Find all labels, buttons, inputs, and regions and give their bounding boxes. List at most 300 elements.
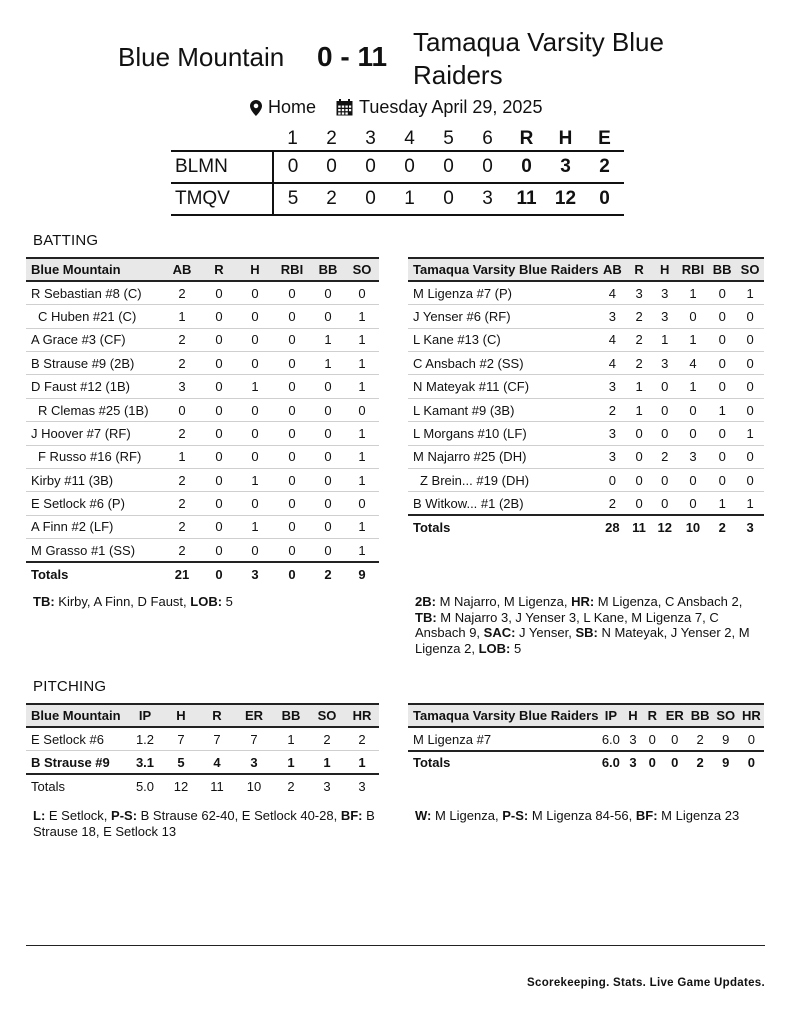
total-cell: 2 (273, 774, 309, 797)
table-header-row (408, 704, 764, 727)
stat-cell: 0 (237, 422, 273, 445)
stat-cell: 2 (163, 515, 201, 538)
team-column-header: Blue Mountain (26, 704, 127, 727)
stat-cell: 2 (163, 469, 201, 492)
stat-cell: 1 (237, 515, 273, 538)
inning-header: 2 (326, 128, 337, 149)
stat-column-header: RBI (678, 258, 709, 281)
stat-cell: 0 (311, 375, 345, 398)
stat-cell: 0 (201, 445, 237, 468)
stat-cell: 0 (678, 422, 709, 445)
table-header-row (408, 258, 764, 281)
linescore-header-row (171, 128, 624, 151)
stat-cell: 1 (345, 515, 379, 538)
stat-cell: 0 (273, 539, 311, 562)
stat-column-header: H (163, 704, 199, 727)
hits-total: 3 (546, 151, 585, 183)
stat-column-header: IP (598, 704, 623, 727)
table-row (408, 375, 764, 398)
table-row (26, 539, 379, 562)
away-team-name: Blue Mountain (118, 42, 285, 72)
note-text: 5 (510, 640, 522, 656)
stat-cell: 0 (201, 398, 237, 421)
note-label: P-S: (111, 808, 138, 823)
stat-column-header: BB (688, 704, 713, 727)
game-header (0, 0, 791, 90)
stat-cell: 0 (237, 445, 273, 468)
note-text: 5 (222, 594, 233, 609)
stat-cell: 0 (311, 281, 345, 304)
stat-cell: 0 (708, 445, 736, 468)
home-team-name: Tamaqua Varsity Blue Raiders (413, 27, 664, 90)
stat-column-header: BB (708, 258, 736, 281)
stat-cell: 1 (345, 445, 379, 468)
stat-cell: 1 (163, 445, 201, 468)
total-cell: 11 (199, 774, 235, 797)
team-column-header: Tamaqua Varsity Blue Raiders (408, 258, 598, 281)
stat-cell: 0 (739, 727, 764, 750)
stat-cell: 0 (345, 398, 379, 421)
player-name: M Ligenza #7 (P) (408, 281, 598, 304)
stat-column-header: R (199, 704, 235, 727)
stat-cell: 0 (678, 398, 709, 421)
stat-cell: 0 (273, 422, 311, 445)
stat-cell: 1 (708, 492, 736, 515)
total-cell: 0 (739, 751, 764, 774)
stat-cell: 0 (273, 281, 311, 304)
total-cell: 0 (201, 562, 237, 585)
stat-cell: 2 (598, 398, 626, 421)
inning-score: 0 (351, 151, 390, 183)
stat-cell: 0 (273, 375, 311, 398)
note-label: P-S: (502, 808, 529, 823)
game-meta (0, 97, 791, 121)
stat-cell: 0 (345, 492, 379, 515)
stat-cell: 0 (237, 352, 273, 375)
player-name: E Setlock #6 (26, 727, 127, 750)
linescore-row-home (171, 183, 624, 215)
stat-cell: 0 (311, 539, 345, 562)
inning-header: 5 (443, 128, 454, 149)
stat-cell: 1 (626, 398, 651, 421)
stat-column-header: SO (736, 258, 764, 281)
totals-row (26, 562, 379, 585)
total-cell: 3 (309, 774, 345, 797)
stat-cell: 0 (311, 445, 345, 468)
stat-column-header: SO (713, 704, 739, 727)
stat-cell: 1 (736, 281, 764, 304)
stat-cell: 0 (708, 375, 736, 398)
player-name: B Witkow... #1 (2B) (408, 492, 598, 515)
stat-cell: 1 (345, 305, 379, 328)
stat-cell: 3 (598, 422, 626, 445)
footer-divider (26, 945, 765, 946)
stat-cell: 0 (736, 445, 764, 468)
stat-cell: 2 (163, 422, 201, 445)
note-text: M Najarro, M Ligenza, (435, 594, 572, 609)
inning-score: 3 (468, 183, 507, 215)
total-cell: 9 (713, 751, 739, 774)
stat-cell: 3 (652, 281, 678, 304)
inning-score: 1 (390, 183, 429, 215)
table-row (26, 328, 379, 351)
stat-cell: 1 (345, 352, 379, 375)
note-label: BF: (635, 808, 658, 823)
stat-cell: 4 (678, 352, 709, 375)
player-name: M Grasso #1 (SS) (26, 539, 163, 562)
stat-cell: 0 (201, 375, 237, 398)
stat-cell: 0 (163, 398, 201, 421)
note-label: TB: (33, 594, 55, 609)
note-label: BF: (340, 808, 363, 823)
stat-cell: 3 (652, 305, 678, 328)
stat-cell: 1 (345, 328, 379, 351)
stat-cell: 2 (163, 492, 201, 515)
stat-cell: 1 (273, 751, 309, 774)
player-name: Z Brein... #19 (DH) (408, 469, 598, 492)
runs-total: 0 (507, 151, 546, 183)
stat-cell: 4 (598, 281, 626, 304)
stat-cell: 7 (163, 727, 199, 750)
inning-score: 0 (312, 151, 351, 183)
stat-column-header: ER (235, 704, 273, 727)
stat-cell: 0 (273, 398, 311, 421)
away-batting-table (26, 257, 379, 585)
stat-cell: 0 (273, 492, 311, 515)
stat-cell: 1 (311, 352, 345, 375)
stat-cell: 0 (662, 727, 688, 750)
errors-total: 0 (585, 183, 624, 215)
stat-cell: 0 (652, 375, 678, 398)
stat-cell: 0 (626, 422, 651, 445)
stat-cell: 1.2 (127, 727, 163, 750)
stat-cell: 0 (273, 515, 311, 538)
totals-row (26, 774, 379, 797)
table-row (408, 469, 764, 492)
stat-cell: 2 (163, 328, 201, 351)
stat-cell: 0 (626, 469, 651, 492)
inning-header: 3 (365, 128, 376, 149)
stat-cell: 3 (163, 375, 201, 398)
player-name: L Morgans #10 (LF) (408, 422, 598, 445)
player-name: B Strause #9 (26, 751, 127, 774)
stat-cell: 4 (598, 352, 626, 375)
stat-cell: 1 (345, 751, 379, 774)
stat-cell: 1 (237, 469, 273, 492)
note-text: M Najarro 3, J Yenser 3, L Kane, M Ligenza 7, C Ansbach 9, (415, 609, 719, 641)
stat-cell: 7 (199, 727, 235, 750)
stat-cell: 0 (201, 539, 237, 562)
total-cell: 5.0 (127, 774, 163, 797)
total-cell: 0 (273, 562, 311, 585)
total-cell: 11 (626, 515, 651, 538)
stat-cell: 3 (598, 375, 626, 398)
stat-cell: 1 (736, 422, 764, 445)
player-name: R Sebastian #8 (C) (26, 281, 163, 304)
table-row (408, 305, 764, 328)
stat-cell: 1 (345, 469, 379, 492)
totals-row (408, 515, 764, 538)
stat-cell: 0 (626, 492, 651, 515)
player-name: L Kamant #9 (3B) (408, 398, 598, 421)
stat-cell: 0 (736, 305, 764, 328)
stat-column-header: R (626, 258, 651, 281)
total-cell: 3 (237, 562, 273, 585)
table-row (408, 398, 764, 421)
stat-column-header: SO (309, 704, 345, 727)
stat-cell: 0 (237, 398, 273, 421)
note-text: J Yenser, (515, 625, 576, 641)
stat-cell: 0 (708, 469, 736, 492)
note-label: LOB: (478, 640, 511, 656)
stat-cell: 3 (235, 751, 273, 774)
player-name: A Finn #2 (LF) (26, 515, 163, 538)
stat-cell: 0 (201, 492, 237, 515)
inning-score: 0 (351, 183, 390, 215)
table-header-row (26, 704, 379, 727)
stat-cell: 0 (311, 305, 345, 328)
stat-cell: 0 (201, 328, 237, 351)
stat-cell: 0 (643, 727, 662, 750)
stat-cell: 1 (678, 281, 709, 304)
table-row (408, 328, 764, 351)
note-label: SAC: (483, 625, 516, 641)
location-label: Home (268, 97, 317, 117)
stat-cell: 1 (626, 375, 651, 398)
stat-cell: 2 (163, 539, 201, 562)
hits-total: 12 (546, 183, 585, 215)
stat-cell: 1 (237, 375, 273, 398)
stat-cell: 0 (736, 375, 764, 398)
total-cell: 2 (311, 562, 345, 585)
table-row (26, 445, 379, 468)
table-row (26, 352, 379, 375)
total-cell: 3 (736, 515, 764, 538)
note-text: B Strause 62-40, E Setlock 40-28, (137, 808, 341, 823)
stat-cell: 0 (237, 328, 273, 351)
stat-cell: 0 (652, 492, 678, 515)
table-row (408, 281, 764, 304)
stat-cell: 1 (311, 328, 345, 351)
runs-header: R (519, 128, 534, 149)
stat-cell: 2 (345, 727, 379, 750)
stat-column-header: AB (163, 258, 201, 281)
linescore-team: BLMN (171, 151, 273, 183)
totals-label: Totals (26, 562, 163, 585)
player-name: D Faust #12 (1B) (26, 375, 163, 398)
table-row (26, 305, 379, 328)
team-column-header: Tamaqua Varsity Blue Raiders (408, 704, 598, 727)
stat-cell: 1 (678, 375, 709, 398)
stat-column-header: R (643, 704, 662, 727)
stat-cell: 3.1 (127, 751, 163, 774)
total-cell: 9 (345, 562, 379, 585)
stat-cell: 0 (708, 328, 736, 351)
stat-cell: 9 (713, 727, 739, 750)
stat-cell: 2 (163, 281, 201, 304)
team-column-header: Blue Mountain (26, 258, 163, 281)
stat-cell: 2 (163, 352, 201, 375)
stat-column-header: AB (598, 258, 626, 281)
table-row (26, 281, 379, 304)
stat-cell: 0 (708, 352, 736, 375)
inning-score: 0 (273, 151, 312, 183)
stat-cell: 0 (736, 328, 764, 351)
stat-cell: 1 (345, 375, 379, 398)
stat-cell: 0 (678, 305, 709, 328)
stat-cell: 0 (237, 281, 273, 304)
table-row (26, 751, 379, 774)
inning-header: 1 (287, 128, 298, 149)
date-info (336, 97, 542, 118)
stat-cell: 0 (311, 469, 345, 492)
stat-cell: 2 (626, 352, 651, 375)
stat-cell: 3 (626, 281, 651, 304)
stat-cell: 2 (652, 445, 678, 468)
map-pin-icon (250, 100, 262, 116)
stat-cell: 2 (309, 727, 345, 750)
player-name: F Russo #16 (RF) (26, 445, 163, 468)
note-label: SB: (575, 625, 598, 641)
stat-column-header: IP (127, 704, 163, 727)
stat-column-header: H (623, 704, 642, 727)
stat-cell: 3 (598, 305, 626, 328)
stat-cell: 0 (736, 398, 764, 421)
total-cell: 21 (163, 562, 201, 585)
player-name: C Ansbach #2 (SS) (408, 352, 598, 375)
away-batting-notes (33, 594, 373, 610)
stat-column-header: HR (739, 704, 764, 727)
note-text: Kirby, A Finn, D Faust, (54, 594, 191, 609)
stat-column-header: BB (311, 258, 345, 281)
inning-score: 5 (273, 183, 312, 215)
away-pitching-notes (33, 808, 378, 839)
total-cell: 12 (163, 774, 199, 797)
errors-total: 2 (585, 151, 624, 183)
table-row (408, 727, 764, 750)
total-cell: 0 (643, 751, 662, 774)
stat-cell: 0 (273, 445, 311, 468)
total-cell: 2 (708, 515, 736, 538)
final-score: 0 - 11 (317, 41, 388, 72)
table-row (408, 352, 764, 375)
stat-cell: 0 (201, 515, 237, 538)
player-name: L Kane #13 (C) (408, 328, 598, 351)
stat-cell: 2 (688, 727, 713, 750)
table-header-row (26, 258, 379, 281)
stat-cell: 0 (311, 515, 345, 538)
totals-label: Totals (26, 774, 127, 797)
stat-cell: 0 (708, 422, 736, 445)
total-cell: 12 (652, 515, 678, 538)
stat-column-header: SO (345, 258, 379, 281)
note-text: M Ligenza, C Ansbach 2, (594, 594, 743, 609)
table-row (408, 492, 764, 515)
stat-column-header: BB (273, 704, 309, 727)
table-row (26, 398, 379, 421)
stat-cell: 1 (273, 727, 309, 750)
stat-cell: 4 (598, 328, 626, 351)
total-cell: 0 (662, 751, 688, 774)
inning-header: 6 (482, 128, 493, 149)
stat-cell: 0 (652, 422, 678, 445)
stat-cell: 0 (652, 469, 678, 492)
stat-cell: 0 (237, 492, 273, 515)
stat-cell: 1 (708, 398, 736, 421)
location-info (250, 97, 316, 118)
note-label: HR: (571, 594, 595, 609)
total-cell: 3 (623, 751, 642, 774)
home-batting-notes (415, 594, 767, 656)
stat-cell: 0 (201, 305, 237, 328)
stat-cell: 5 (163, 751, 199, 774)
away-pitching-table (26, 703, 379, 798)
player-name: E Setlock #6 (P) (26, 492, 163, 515)
note-text: N Mateyak, J Yenser 2, M Ligenza 2, (415, 625, 750, 656)
total-cell: 10 (678, 515, 709, 538)
stat-cell: 0 (273, 328, 311, 351)
linescore-row-away (171, 151, 624, 183)
table-row (26, 727, 379, 750)
stat-cell: 0 (736, 352, 764, 375)
total-cell: 28 (598, 515, 626, 538)
stat-cell: 0 (311, 398, 345, 421)
stat-cell: 1 (736, 492, 764, 515)
inning-score: 0 (390, 151, 429, 183)
inning-score: 0 (429, 183, 468, 215)
hits-header: H (558, 128, 573, 149)
stat-cell: 0 (273, 352, 311, 375)
runs-total: 11 (507, 183, 546, 215)
table-row (408, 422, 764, 445)
player-name: M Ligenza #7 (408, 727, 598, 750)
player-name: A Grace #3 (CF) (26, 328, 163, 351)
stat-cell: 0 (201, 469, 237, 492)
stat-cell: 1 (163, 305, 201, 328)
total-cell: 3 (345, 774, 379, 797)
stat-column-header: RBI (273, 258, 311, 281)
totals-label: Totals (408, 751, 598, 774)
table-row (408, 445, 764, 468)
note-label: L: (33, 808, 46, 823)
stat-column-header: HR (345, 704, 379, 727)
player-name: N Mateyak #11 (CF) (408, 375, 598, 398)
stat-cell: 0 (201, 352, 237, 375)
stat-cell: 1 (345, 539, 379, 562)
table-row (26, 469, 379, 492)
stat-cell: 0 (345, 281, 379, 304)
totals-label: Totals (408, 515, 598, 538)
stat-cell: 1 (345, 422, 379, 445)
stat-cell: 0 (201, 422, 237, 445)
errors-header: E (598, 128, 611, 149)
stat-cell: 7 (235, 727, 273, 750)
stat-cell: 0 (678, 492, 709, 515)
inning-score: 2 (312, 183, 351, 215)
stat-cell: 3 (678, 445, 709, 468)
inning-score: 0 (429, 151, 468, 183)
calendar-icon (336, 99, 353, 116)
stat-cell: 3 (623, 727, 642, 750)
stat-cell: 0 (598, 469, 626, 492)
stat-cell: 0 (652, 398, 678, 421)
note-label: TB: (415, 609, 437, 625)
player-name: J Yenser #6 (RF) (408, 305, 598, 328)
table-row (26, 515, 379, 538)
player-name: Kirby #11 (3B) (26, 469, 163, 492)
stat-cell: 0 (201, 281, 237, 304)
home-batting-table (408, 257, 764, 539)
